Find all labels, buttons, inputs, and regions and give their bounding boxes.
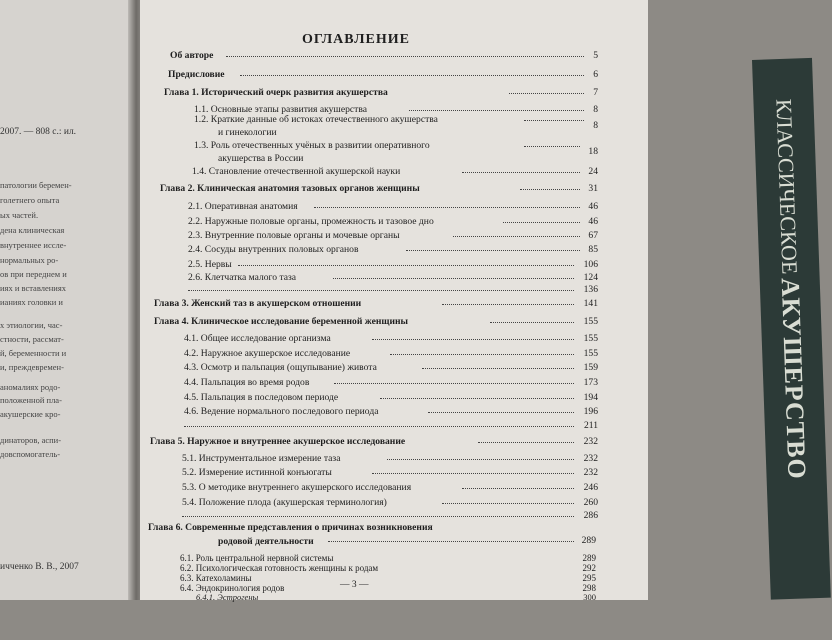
left-text-fragment: голетнего опыта	[0, 195, 60, 205]
toc-chapter: Глава 3. Женский таз в акушерском отношении 141	[154, 298, 598, 309]
toc-entry: 2.1. Оперативная анатомия 46	[188, 201, 598, 212]
left-text-fragment: динаторов, аспи-	[0, 435, 62, 445]
left-text-fragment: положенной пла-	[0, 395, 62, 405]
left-text-fragment: довспомогатель-	[0, 449, 61, 459]
toc-chapter: Глава 5. Наружное и внутреннее акушерское исследование 232	[150, 436, 598, 447]
book-spine	[752, 58, 831, 600]
left-text-fragment: и, преждевремен-	[0, 362, 64, 372]
toc-entry: 211	[184, 420, 598, 434]
left-text-fragment: ов при переднем и	[0, 269, 67, 279]
book-title-line: КЛАССИЧЕСКОЕ	[771, 98, 803, 275]
toc-chapter: Глава 6. Современные представления о причинах возникновения родовой деятельности 289	[148, 522, 596, 547]
toc-entry: 5.1. Инструментальное измерение таза 232	[182, 453, 598, 464]
toc-entry: 5.4. Положение плода (акушерская терминология) 260	[182, 497, 598, 508]
page-number: — 3 —	[340, 580, 369, 590]
left-text-fragment: иях и вставлениях	[0, 283, 67, 293]
toc-entry: 136	[188, 284, 598, 298]
left-text-fragment: ых частей.	[0, 210, 39, 220]
toc-entry: 6.4.1. Эстрогены 300	[196, 592, 596, 602]
toc-entry: 4.1. Общее исследование организма 155	[184, 333, 598, 344]
left-text-fragment: ичченко В. В., 2007	[0, 562, 79, 572]
toc-entry: 2.3. Внутренние половые органы и мочевые органы 67	[188, 230, 598, 241]
left-text-fragment: х этиологии, час-	[0, 320, 63, 330]
left-text-fragment: внутреннее иссле-	[0, 240, 67, 250]
toc-entry: 2.5. Нервы 106	[188, 259, 598, 270]
toc-entry: 1.1. Основные этапы развития акушерства 8	[194, 104, 598, 115]
toc-entry: Об авторе 5	[170, 50, 598, 61]
toc-entry: Предисловие 6	[168, 69, 598, 80]
toc-entry: 1.2. Краткие данные об истоках отечественного акушерства и гинекологии 8	[194, 114, 598, 138]
toc-entry: 4.4. Пальпация во время родов 173	[184, 377, 598, 388]
toc-entry: 6.4. Эндокринология родов 298	[180, 583, 596, 593]
toc-entry: 4.6. Ведение нормального последового периода 196	[184, 406, 598, 417]
left-text-fragment: акушерские кро-	[0, 409, 61, 419]
toc-entry: 2.4. Сосуды внутренних половых органов 85	[188, 244, 598, 255]
toc-entry: 6.1. Роль центральной нервной системы 289	[180, 553, 596, 563]
left-text-fragment: 2007. — 808 с.: ил.	[0, 127, 77, 137]
toc-entry: 5.3. О методике внутреннего акушерского исследования 246	[182, 482, 598, 493]
toc-chapter: Глава 1. Исторический очерк развития акушерства 7	[164, 87, 598, 98]
toc-entry: 4.3. Осмотр и пальпация (ощупывание) живота 159	[184, 362, 598, 373]
left-text-fragment: дена клиническая	[0, 225, 65, 235]
toc-entry: 1.3. Роль отечественных учёных в развитии оперативного акушерства в России 18	[194, 140, 598, 164]
toc-entry: 6.2. Психологическая готовность женщины к родам 292	[180, 563, 596, 573]
book-spine-title	[752, 58, 832, 640]
toc-entry: 5.2. Измерение истинной конъюгаты 232	[182, 467, 598, 478]
toc-chapter: Глава 2. Клиническая анатомия тазовых органов женщины 31	[160, 183, 598, 194]
left-text-fragment: ианиях головки и	[0, 297, 63, 307]
left-text-fragment: нормальных ро-	[0, 255, 59, 265]
toc-entry: 4.5. Пальпация в последовом периоде 194	[184, 392, 598, 403]
toc-chapter: Глава 4. Клиническое исследование беременной женщины 155	[154, 316, 598, 327]
toc-entry: 1.4. Становление отечественной акушерской науки 24	[192, 166, 598, 177]
left-text-fragment: аномалиях родо-	[0, 382, 61, 392]
book-title-line: АКУШЕРСТВО	[775, 277, 812, 481]
toc-entry: 4.2. Наружное акушерское исследование 155	[184, 348, 598, 359]
left-text-fragment: й, беременности и	[0, 348, 67, 358]
toc-entry: 2.2. Наружные половые органы, промежность и тазовое дно 46	[188, 216, 598, 227]
left-text-fragment: патологии беремен-	[0, 180, 72, 190]
toc-entry: 286	[182, 510, 598, 524]
toc-heading: ОГЛАВЛЕНИЕ	[302, 32, 410, 47]
left-text-fragment: стности, рассмат-	[0, 334, 64, 344]
toc-entry: 2.6. Клетчатка малого таза 124	[188, 272, 598, 283]
toc-entry: 6.3. Катехоламины 295	[180, 573, 596, 583]
left-page	[0, 0, 134, 600]
